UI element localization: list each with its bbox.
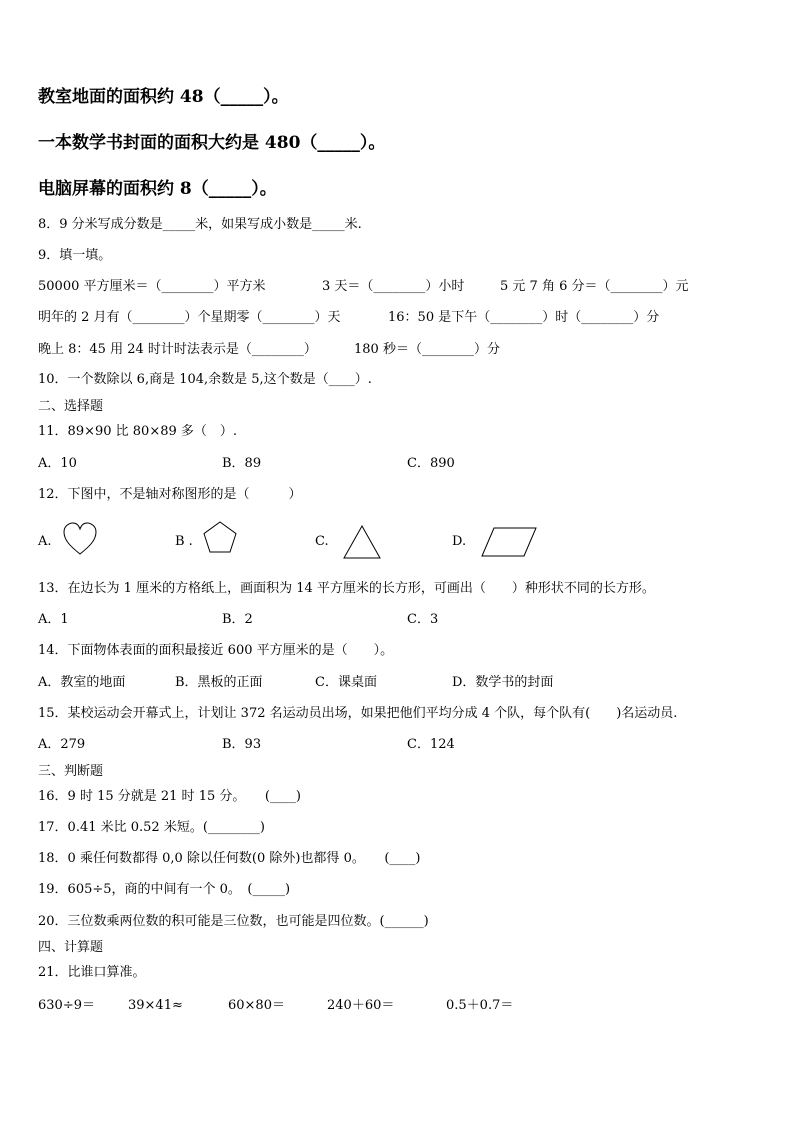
- section-heading-calc: 四、计算题: [38, 940, 104, 955]
- question-21-title: 21．比谁口算准。: [38, 965, 146, 980]
- q14-option-b: B．黑板的正面: [175, 675, 263, 690]
- q13-option-a: A．1: [38, 612, 69, 627]
- q12-option-d: D.: [452, 534, 467, 549]
- question-11-stem: 11．89×90 比 80×89 多（ ）.: [38, 424, 238, 439]
- q14-option-a: A．教室的地面: [38, 675, 126, 690]
- q15-option-b: B．93: [222, 737, 262, 752]
- question-16: 16．9 时 15 分就是 21 时 15 分。 (____): [38, 789, 302, 804]
- question-12-stem: 12．下图中，不是轴对称图形的是（ ）: [38, 487, 302, 502]
- q11-option-a: A．10: [38, 456, 77, 471]
- blank-line-2: 一本数学书封面的面积大约是 480（_____）。: [38, 133, 386, 153]
- q11-option-c: C．890: [407, 456, 455, 471]
- q9-row3-item1: 晚上 8：45 用 24 时计时法表示是（________）: [38, 342, 317, 357]
- blank-line-3: 电脑屏幕的面积约 8（_____）。: [38, 179, 277, 199]
- q12-option-a: A.: [38, 534, 52, 549]
- q9-row2-item2: 16：50 是下午（________）时（________）分: [388, 310, 660, 325]
- question-9-title: 9．填一填。: [38, 248, 112, 263]
- section-heading-choice: 二、选择题: [38, 399, 104, 414]
- blank-line-1: 教室地面的面积约 48（_____）。: [38, 87, 289, 107]
- q21-item-3: 60×80＝: [228, 998, 285, 1013]
- q12-option-b: B .: [175, 534, 193, 549]
- q9-row2-item1: 明年的 2 月有（________）个星期零（________）天: [38, 310, 341, 325]
- parallelogram-icon: [480, 526, 538, 558]
- q21-item-4: 240＋60＝: [327, 998, 395, 1013]
- q21-item-1: 630÷9＝: [38, 998, 95, 1013]
- question-19: 19．605÷5，商的中间有一个 0。 (_____): [38, 882, 291, 897]
- question-15-stem: 15．某校运动会开幕式上，计划让 372 名运动员出场，如果把他们平均分成 4 个队，每个队有( )名运动员.: [38, 706, 678, 721]
- q13-option-b: B．2: [222, 612, 253, 627]
- question-18: 18．0 乘任何数都得 0,0 除以任何数(0 除外)也都得 0。 (____): [38, 851, 421, 866]
- question-14-stem: 14．下面物体表面的面积最接近 600 平方厘米的是（ ）。: [38, 643, 394, 658]
- question-8: 8．9 分米写成分数是_____米，如果写成小数是_____米.: [38, 217, 362, 232]
- q9-row1-item2: 3 天＝（________）小时: [322, 279, 465, 294]
- question-20: 20．三位数乘两位数的积可能是三位数，也可能是四位数。(______): [38, 914, 429, 929]
- q21-item-2: 39×41≈: [128, 998, 183, 1013]
- question-13-stem: 13．在边长为 1 厘米的方格纸上，画面积为 14 平方厘米的长方形，可画出（ ）种形状不同的长方形。: [38, 581, 655, 596]
- q15-option-c: C．124: [407, 737, 455, 752]
- q9-row1-item1: 50000 平方厘米＝（________）平方米: [38, 279, 266, 294]
- question-17: 17．0.41 米比 0.52 米短。(________): [38, 820, 265, 835]
- q13-option-c: C．3: [407, 612, 439, 627]
- q9-row3-item2: 180 秒＝（________）分: [354, 342, 500, 357]
- triangle-icon: [342, 524, 382, 560]
- q15-option-a: A．279: [38, 737, 86, 752]
- q9-row1-item3: 5 元 7 角 6 分＝（________）元: [500, 279, 689, 294]
- pentagon-icon: [202, 520, 238, 556]
- section-heading-judge: 三、判断题: [38, 764, 104, 779]
- heart-icon: [62, 522, 98, 556]
- q21-item-5: 0.5＋0.7＝: [446, 998, 514, 1013]
- q12-option-c: C.: [315, 534, 329, 549]
- question-10: 10．一个数除以 6,商是 104,余数是 5,这个数是（____）.: [38, 372, 372, 387]
- q14-option-c: C．课桌面: [315, 675, 377, 690]
- q11-option-b: B．89: [222, 456, 262, 471]
- q14-option-d: D．数学书的封面: [452, 675, 554, 690]
